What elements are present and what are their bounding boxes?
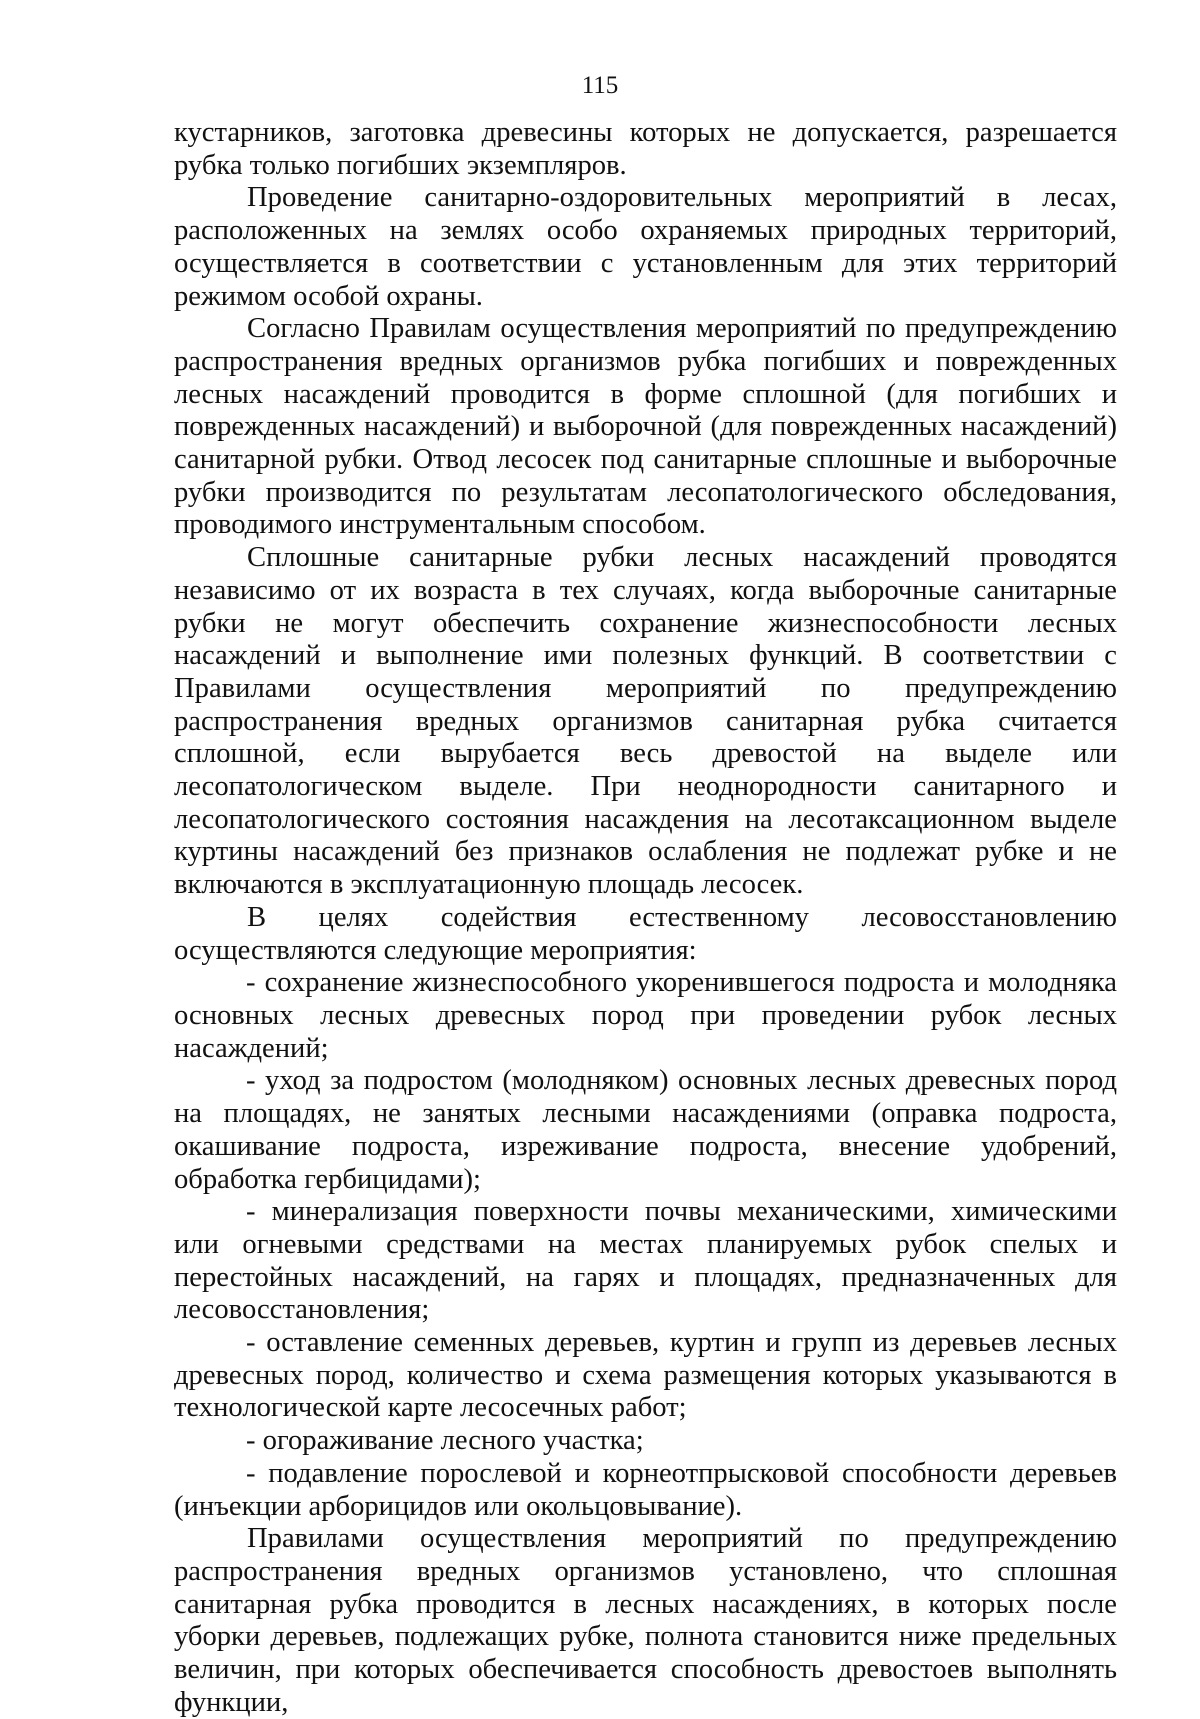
paragraph-rules-clear-felling: Правилами осуществления мероприятий по предупреждению распространения вредных организмов установлено, что сплошная санитарная рубка проводится в лесных насаждениях, в которых после уборки деревьев, подлежащих рубке, полнота становится ниже предельных величин, при которых обеспечивается способность древостоев выполнять функции, — [174, 1523, 1117, 1718]
list-item-undergrowth-care: - уход за подростом (молодняком) основных лесных древесных пород на площадях, не занятых лесными насаждениями (оправка подроста, окашивание подроста, изреживание подроста, внесение удобрений, обработка гербицидами); — [174, 1065, 1117, 1195]
list-item-soil-mineralization: - минерализация поверхности почвы механическими, химическими или огневыми средствами на местах планируемых рубок спелых и перестойных насаждений, на гарях и площадях, предназначенных для лесовосстановления; — [174, 1196, 1117, 1326]
paragraph-protected-areas: Проведение санитарно-оздоровительных мероприятий в лесах, расположенных на землях особо охраняемых природных территорий, осуществляется в соответствии с установленным для этих территорий режимом особой охраны. — [174, 182, 1117, 312]
paragraph-sanitary-felling-rules: Согласно Правилам осуществления мероприятий по предупреждению распространения вредных организмов рубка погибших и поврежденных лесных насаждений проводится в форме сплошной (для погибших и поврежденных насаждений) и выборочной (для поврежденных насаждений) санитарной рубки. Отвод лесосек под санитарные сплошные и выборочные рубки производится по результатам лесопатологического обследования, проводимого инструментальным способом. — [174, 313, 1117, 541]
list-item-undergrowth-preservation: - сохранение жизнеспособного укоренившегося подроста и молодняка основных лесных древесных пород при проведении рубок лесных насаждений; — [174, 967, 1117, 1064]
paragraph-natural-regeneration-intro: В целях содействия естественному лесовосстановлению осуществляются следующие мероприятия: — [174, 901, 1117, 966]
document-body — [174, 117, 1117, 1719]
page-number: 115 — [581, 72, 619, 99]
paragraph-clear-sanitary-felling: Сплошные санитарные рубки лесных насаждений проводятся независимо от их возраста в тех случаях, когда выборочные санитарные рубки не могут обеспечить сохранение жизнеспособности лесных насаждений и выполнение ими полезных функций. В соответствии с Правилами осуществления мероприятий по предупреждению распространения вредных организмов санитарная рубка считается сплошной, если вырубается весь древостой на выделе или лесопатологическом выделе. При неоднородности санитарного и лесопатологического состояния насаждения на лесотаксационном выделе куртины насаждений без признаков ослабления не подлежат рубке и не включаются в эксплуатационную площадь лесосек. — [174, 542, 1117, 901]
list-item-seed-trees: - оставление семенных деревьев, куртин и групп из деревьев лесных древесных пород, количество и схема размещения которых указываются в технологической карте лесосечных работ; — [174, 1327, 1117, 1424]
paragraph-continuation: кустарников, заготовка древесины которых не допускается, разрешается рубка только погибших экземпляров. — [174, 117, 1117, 181]
list-item-fencing: - огораживание лесного участка; — [246, 1425, 644, 1457]
list-item-coppice-suppression: - подавление порослевой и корнеотпрысковой способности деревьев (инъекции арборицидов или окольцовывание). — [174, 1457, 1117, 1522]
